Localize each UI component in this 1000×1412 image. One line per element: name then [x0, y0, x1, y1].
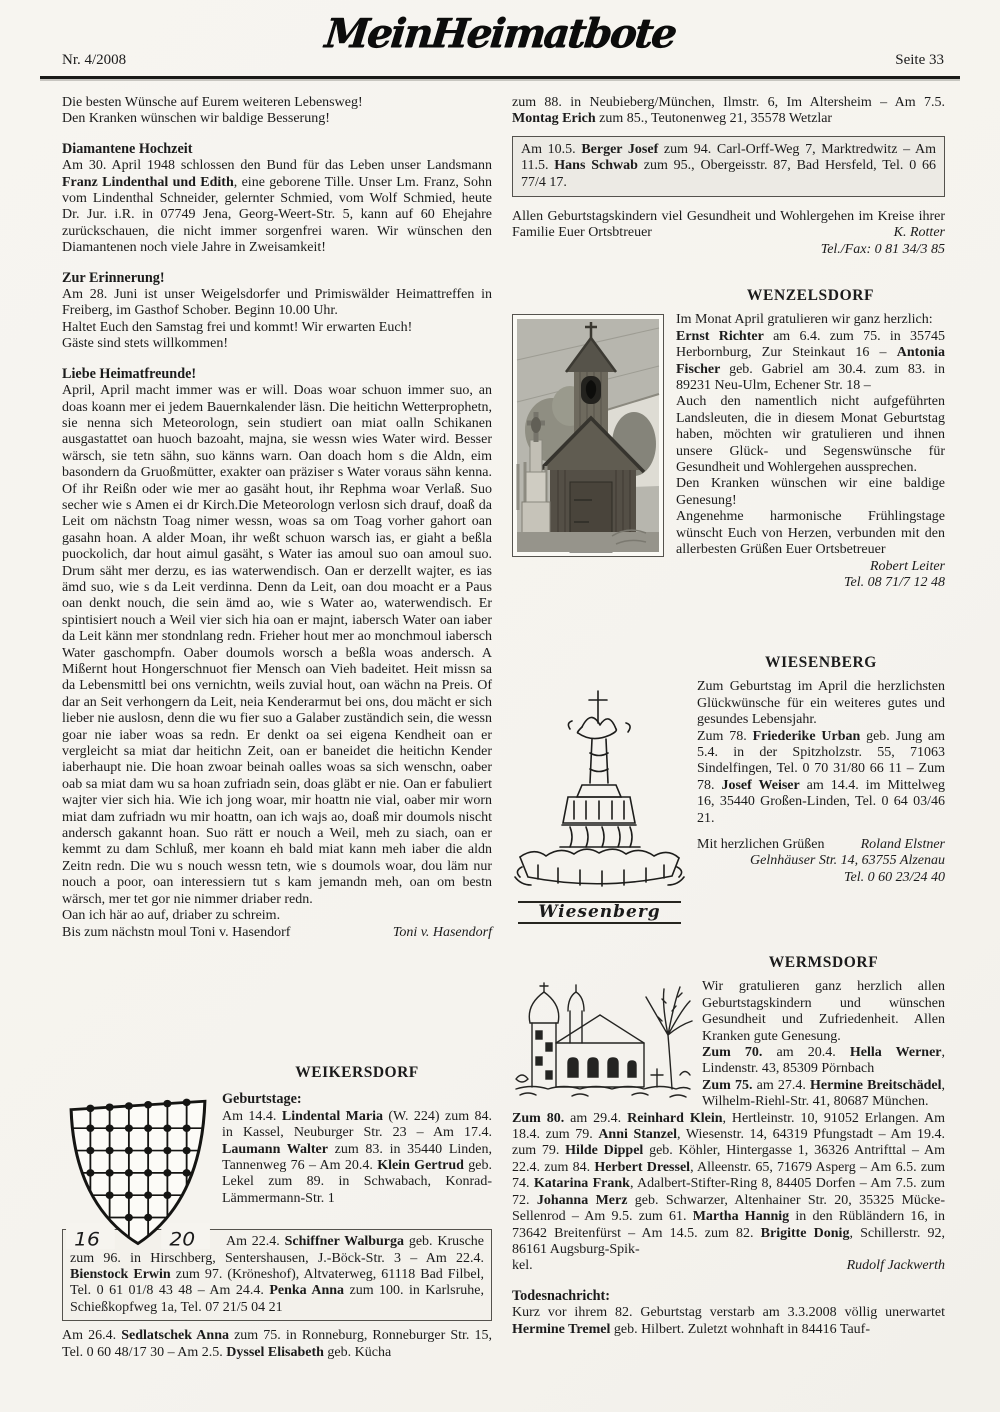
wiesenberg-entries: Zum 78. Friederike Urban geb. Jung am 5.4. in der Spitzholzstr. 55, 71063 Sindelfingen, Tel. 0 70 31/80 66 11 – Zum 78. Josef Weiser am 14.4. im Mittelweg 16, 35440 Großen-Linden, Tel. 0 64 03/46 21. [697, 728, 946, 826]
wiesenberg-signature: Roland Elstner [860, 837, 945, 853]
issue-number: Nr. 4/2008 [62, 52, 127, 68]
diamant-paragraph: Am 30. April 1948 schlossen den Bund für das Leben unser Landsmann Franz Lindenthal und Edith, eine geborene Tille. Unser Lm. Franz, Sohn vom Lindenthal Schneider, gelernter Schmied, vom Wolf Schmied, heute Dr. Jur. i.R. in 07749 Jena, Georg-Weert-Str. 5, kann auf 60 Ehejahre zurückschauen, die nicht immer sorgenfrei waren. Wir wünschen den Diamantenen noch viele Jahre in Zweisamkeit! [62, 158, 492, 256]
todesnachricht-paragraph: Kurz vor ihrem 82. Geburtstag verstarb am 3.3.2008 völlig unerwartet Hermine Tremel geb. Hilbert. Zuletzt wohnhaft in 84416 Tauf- [512, 1305, 945, 1337]
wiesenberg-fountain-drawing [512, 681, 687, 923]
weikersdorf-boxed-paragraph: Am 22.4. Schiffner Walburga geb. Krusche zum 96. in Hirschberg, Sentershausen, J.-Böck-Str. 3 – Am 22.4. Bienstock Erwin zum 97. (Kröneshof), Altvaterweg, 61118 Bad Filbel, Tel. 0 61 01/8 43 48 – Am 24.4. Penka Anna zum 100. in Karlsruhe, Schießkopfweg 1a, Tel. 07 21/5 04 21 [70, 1234, 485, 1315]
wermsdorf-signature-row [512, 1258, 945, 1274]
section-weikersdorf [62, 1065, 492, 1361]
left-column [62, 95, 493, 1360]
closing-left-text: Bis zum nächstn moul Toni v. Hasendorf [62, 924, 291, 940]
wenzelsdorf-telephone: Tel. 08 71/7 12 48 [844, 574, 945, 590]
dialect-closing-line: Oan ich här ao auf, driaber zu schreim. [62, 908, 281, 924]
chapel-photo-image [512, 314, 664, 557]
wenzelsdorf-p3: Auch den namentlich nicht aufgeführten Landsleuten, die in diesem Monat Geburtstag haben, möchten wir gratulieren und ihnen unsere Glück- und Segenswünsche für Gesundheit und Wohlergehen aussprechen. [676, 394, 945, 476]
wermsdorf-tail-word: kel. [512, 1258, 533, 1274]
wermsdorf-signature: Rudolf Jackwerth [846, 1258, 945, 1274]
intro-line-1: Die besten Wünsche auf Eurem weiteren Lebensweg! [62, 95, 363, 110]
wenzelsdorf-outro: Angenehme harmonische Frühlingstage wünscht Euch von Herzen, verbunden mit den allerbesten Grüßen Euer Ortsbetreuer [676, 509, 945, 558]
weikersdorf-crest-image [62, 1091, 214, 1251]
greeting-paragraph: Allen Geburtstagskindern viel Gesundheit und Wohlergehen im Kreise ihrer Familie Euer Ortsbtreuer [512, 209, 945, 241]
birthday-box [512, 136, 945, 197]
fountain-drawing-image [512, 681, 687, 899]
wenzelsdorf-title: WENZELSDORF [746, 287, 875, 304]
masthead-title: MeinHeimatbote [322, 10, 678, 57]
wenzelsdorf-chapel-photo [512, 314, 664, 557]
weikersdorf-text-block [222, 1065, 492, 1207]
wermsdorf-entries-80: Zum 80. am 29.4. Reinhard Klein, Hertleinstr. 10, 91052 Erlangen. Am 18.4. zum 79. Anni Stanzel, Wiesenstr. 14, 64319 Pfungstadt – Am 19.4. zum 79. Hilde Dippel geb. Köhler, Hintergasse 1, 36326 Antrifttal – Am 22.4. zum 84. Herbert Dressel, Alleenstr. 65, 71679 Asperg – Am 6.5. zum 74. Katarina Frank, Adalbert-Stifter-Ring 8, 84405 Dorfen – Am 7.5. zum 72. Johanna Merz geb. Schwarzer, Altenhainer Str. 20, 35325 Mücke-Sellenrod – Am 9.5. zum 61. Martha Hannig in den Rübländern 16, in 73642 Breitenfürst – Am 14.5. zum 82. Brigitte Donig, Schillerstr. 92, 86161 Augsburg-Spik- [512, 1110, 946, 1257]
geburtstage-heading: Geburtstage: [222, 1091, 302, 1108]
wermsdorf-entry-70: Zum 70. am 20.4. Hella Werner, Lindenstr. 43, 85309 Pörnbach [702, 1045, 945, 1077]
erinnerung-paragraph-1: Am 28. Juni ist unser Weigelsdorfer und Primiswälder Heimattreffen in Freiberg, im Gasthof Schober. Beginn 10.00 Uhr. [62, 287, 492, 319]
weikersdorf-entries: Am 14.4. Lindental Maria (W. 224) zum 84. in Kassel, Neuburger Str. 23 – Am 17.4. Laumann Walter zum 83. in 35440 Linden, Tannenweg 76 – Am 20.4. Klein Gertrud geb. Lekel zum 89. in Schwabach, Konrad-Lämmermann-Str. 1 [222, 1108, 493, 1206]
weikersdorf-title: WEIKERSDORF [295, 1064, 419, 1081]
closing-signature-row [62, 925, 492, 941]
wermsdorf-church-sketch [512, 981, 694, 1103]
dialect-paragraph: April, April macht immer was er will. Doas woar schuon immer suo, an doas koann mer ei jedem Bauernkalender läsn. Die heitichn Wetterprophetn, sie nenna sich Meteorologn, sein studiert oan miat oalln Schikanen ausgastattet oan huoch bazoaht, majna, sie wessn wies Water wird. Besser wärsch, sie tetn sähn, suo känns warn. Oan doach hom s die Aldn, eim basondern da Gruoßmütter, exakter oan präziser s Water voraus sähn kenna. Of ihr Reißn oder wie mer ao gasäht hout, ihr Rephma woar Verlaß. Suo secher wie s Amen ei dr Kirch.Die Meteorologn verlosn sich drauf, doaß da Leit om nächstn Toag nimer wessn, woas sa om Toag vorher gahort oan gasahn hoan. A alder Moan, ihr weßt schuon warsch ias, er giaht a beßla puockolich, dar hout aimul gasäht, s Water ias amoul suo oan amoul suo. Drum säht mer derzu, es ias waterwendisch. Oan er derzellt wajter, es ias ämd suo, wie s da Leit verdinna. Denn da Leit, oan dou moacht er a Paus oan denkt nouch, die sein ämd ao, wie s Water ao, waterwendisch. Er spintisiert nouch a Weil vier sich hia oan er majnt, iabersch Water oan iaber da Leit känn mer stondnlang redn. Frieher hout mer ao monchmoul iabersch Water gaschompfn. Oaber doumols worsch a beßla woas andersch. A Mißernt hout Hongerschnuot fier Mensch oan Vieh badeitet. Heit missn sa da Lebensmittl bei ons vernichtn, weils zuvial hout, oan wächn na Preis. Of dar an Seit verhongern da Leit, neia Kenderarmut bei ons, dou mächt er sich lieber nie auslosn, denn die wu fier suo a Galaber zuständich sein, die wessn goar nie iaber woas sa redn. Er denkt oa sei eigena Kendheit oan er vergleicht sa miat dar heitichn Zeit, oan er baneidet die heitichn Kender iaberhaupt nie. Die hoan zwoar beinah oalles woas sa sich wenschn, oaber oab sa miat dam wu sa hoan zufriadn sein, doas gläbt er nie. Oan er fabuliert wajter vier sich hia. Wie ich jong woar, mir hoattn nie vial, oaber mir worn miat dam zufriadn wu mir hoattn, oan ich wajs ao, doaß mir doumols nischt andersch gakannt hoan. Suo rätt er nouch a Weil, meh zu siach, oan er kemmt zu dam Schluß, mer koann eh bald miat kann meh iaber die aldn Zeitn redn. Die wu s nouch wessn tetn, wie s doumols woar, dou läm nur nouch a poor, oan interessiern tut s kam jemandn meh, oan om bestn wärsch, mer tet gor nie nimmer driaber redn. [62, 383, 492, 907]
section-wenzelsdorf [512, 288, 945, 591]
wenzelsdorf-signature: Robert Leiter [869, 558, 945, 574]
wiesenberg-greeting: Mit herzlichen Grüßen [697, 837, 825, 853]
wiesenberg-image-caption: Wiesenberg [518, 901, 681, 923]
right-column [512, 95, 946, 1337]
page-number: Seite 33 [895, 52, 944, 68]
diamant-heading: Diamantene Hochzeit [62, 140, 193, 157]
wenzelsdorf-p4: Den Kranken wünschen wir eine baldige Genesung! [676, 476, 945, 508]
closing-signature: Toni v. Hasendorf [392, 924, 492, 940]
section-wermsdorf [512, 955, 945, 1338]
greeting-telephone: Tel./Fax: 0 81 34/3 85 [820, 241, 945, 257]
wiesenberg-greeting-row [697, 837, 945, 853]
wermsdorf-entry-75: Zum 75. am 27.4. Hermine Breitschädel, Wilhelm-Riehl-Str. 41, 80687 München. [702, 1077, 945, 1110]
section-wiesenberg [512, 655, 945, 926]
wermsdorf-p1: Wir gratulieren ganz herzlich allen Geburtstagskindern und wünschen Gesundheit und Zufriedenheit. Allen Kranken gute Genesung. [702, 979, 945, 1044]
weikersdorf-entries-after-box: Am 26.4. Sedlatschek Anna zum 75. in Ronneburg, Ronneburger Str. 15, Tel. 0 60 48/17 30 – Am 2.5. Dyssel Elisabeth geb. Kücha [62, 1328, 492, 1360]
wiesenberg-telephone: Tel. 0 60 23/24 40 [844, 869, 945, 885]
heimatfreunde-heading: Liebe Heimatfreunde! [62, 365, 197, 382]
wenzelsdorf-entries: Ernst Richter am 6.4. zum 75. in 35745 Herbornburg, Zur Steinkaut 16 – Antonia Fischer geb. Gabriel am 30.4. zum 83. in 89231 Neu-Ulm, Echener Str. 18 – [676, 328, 945, 394]
wenzelsdorf-p1: Im Monat April gratulieren wir ganz herzlich: [676, 312, 933, 328]
birthday-box-paragraph: Am 10.5. Berger Josef zum 94. Carl-Orff-Weg 7, Marktredwitz – Am 11.5. Hans Schwab zum 95., Obergeisstr. 87, Bad Hersfeld, Tel. 0 66 77/4 17. [521, 141, 937, 190]
wiesenberg-address: Gelnhäuser Str. 14, 63755 Alzenau [750, 853, 945, 869]
erinnerung-paragraph-3: Gäste sind stets willkommen! [62, 336, 229, 352]
crest-number-left: 16 [74, 1228, 100, 1251]
intro-line-2: Den Kranken wünschen wir baldige Besserung! [62, 111, 330, 127]
church-sketch-image [512, 981, 694, 1103]
greeting-block [512, 209, 945, 242]
todesnachricht-heading: Todesnachricht: [512, 1287, 611, 1304]
erinnerung-paragraph-2: Haltet Euch den Samstag frei und kommt! Wir erwarten Euch! [62, 319, 413, 335]
carryover-paragraph: zum 88. in Neubieberg/München, Ilmstr. 6, Im Altersheim – Am 7.5. Montag Erich zum 85., Teutonenweg 21, 35578 Wetzlar [512, 95, 945, 127]
wiesenberg-p1: Zum Geburtstag im April die herzlichsten Glückwünsche für ein weiteres gutes und gesundes Lebensjahr. [697, 679, 945, 728]
wiesenberg-title: WIESENBERG [765, 654, 877, 671]
wermsdorf-title: WERMSDORF [768, 954, 879, 971]
greeting-signature: K. Rotter [893, 225, 945, 241]
crest-number-right: 20 [169, 1228, 196, 1251]
masthead [0, 10, 1000, 57]
header-rule [40, 76, 960, 79]
erinnerung-heading: Zur Erinnerung! [62, 269, 165, 286]
